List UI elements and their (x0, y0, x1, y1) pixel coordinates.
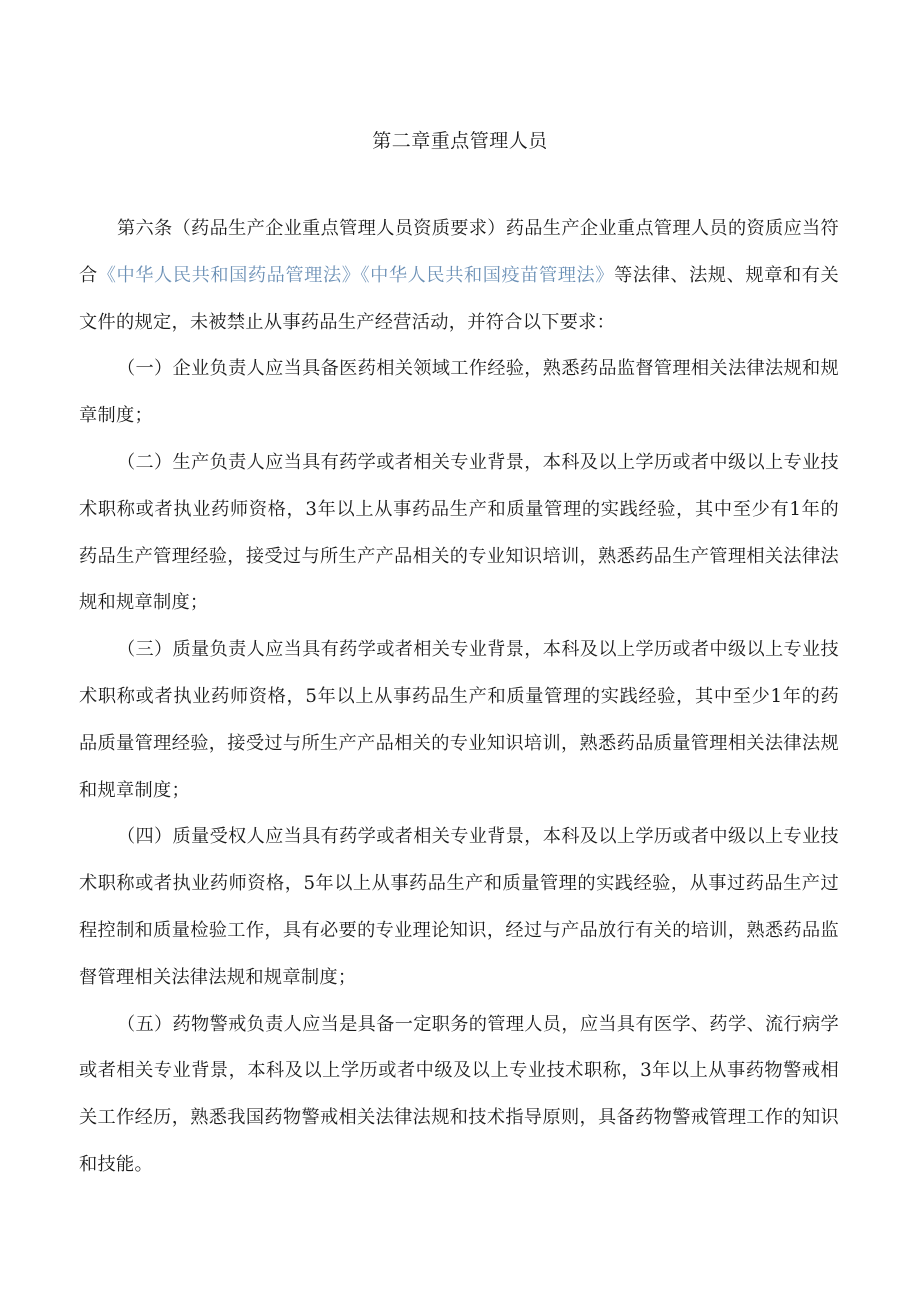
drug-administration-law-link[interactable]: 《中华人民共和国药品管理法》 (97, 264, 361, 286)
chapter-title: 第二章重点管理人员 (372, 130, 548, 152)
article-6-requirements: 等法律、法规、规章和有关文件的规定，未被禁止从事药品生产经营活动，并符合以下要求： (79, 264, 839, 333)
article-6-paragraph (79, 206, 839, 346)
article-6-intro: 第六条（药品生产企业重点管理人员资质要求）药品生产企业重点管理人员的资质应当符合 (79, 218, 839, 286)
vaccine-administration-law-link[interactable]: 《中华人民共和国疫苗管理法》 (360, 264, 615, 286)
requirement-item-5: （五）药物警戒负责人应当是具备一定职务的管理人员，应当具有医学、药学、流行病学或者相关专业背景，本科及以上学历或者中级及以上专业技术职称，3年以上从事药物警戒相关工作经历，熟悉我国药物警戒相关法律法规和技术指导原则，具备药物警戒管理工作的知识和技能。 (79, 1013, 839, 1175)
requirement-item-4: （四）质量受权人应当具有药学或者相关专业背景，本科及以上学历或者中级以上专业技术职称或者执业药师资格，5年以上从事药品生产和质量管理的实践经验，从事过药品生产过程控制和质量检验工作，具有必要的专业理论知识，经过与产品放行有关的培训，熟悉药品监督管理相关法律法规和规章制度； (79, 826, 839, 988)
requirement-item-3: （三）质量负责人应当具有药学或者相关专业背景，本科及以上学历或者中级以上专业技术职称或者执业药师资格，5年以上从事药品生产和质量管理的实践经验，其中至少1年的药品质量管理经验，接受过与所生产产品相关的专业知识培训，熟悉药品质量管理相关法律法规和规章制度； (79, 639, 839, 801)
document-body (79, 206, 839, 1189)
requirement-item-2: （二）生产负责人应当具有药学或者相关专业背景，本科及以上学历或者中级以上专业技术职称或者执业药师资格，3年以上从事药品生产和质量管理的实践经验，其中至少有1年的药品生产管理经验，接受过与所生产产品相关的专业知识培训，熟悉药品生产管理相关法律法规和规章制度； (79, 451, 839, 614)
requirement-item-1: （一）企业负责人应当具备医药相关领域工作经验，熟悉药品监督管理相关法律法规和规章制度； (79, 358, 839, 427)
